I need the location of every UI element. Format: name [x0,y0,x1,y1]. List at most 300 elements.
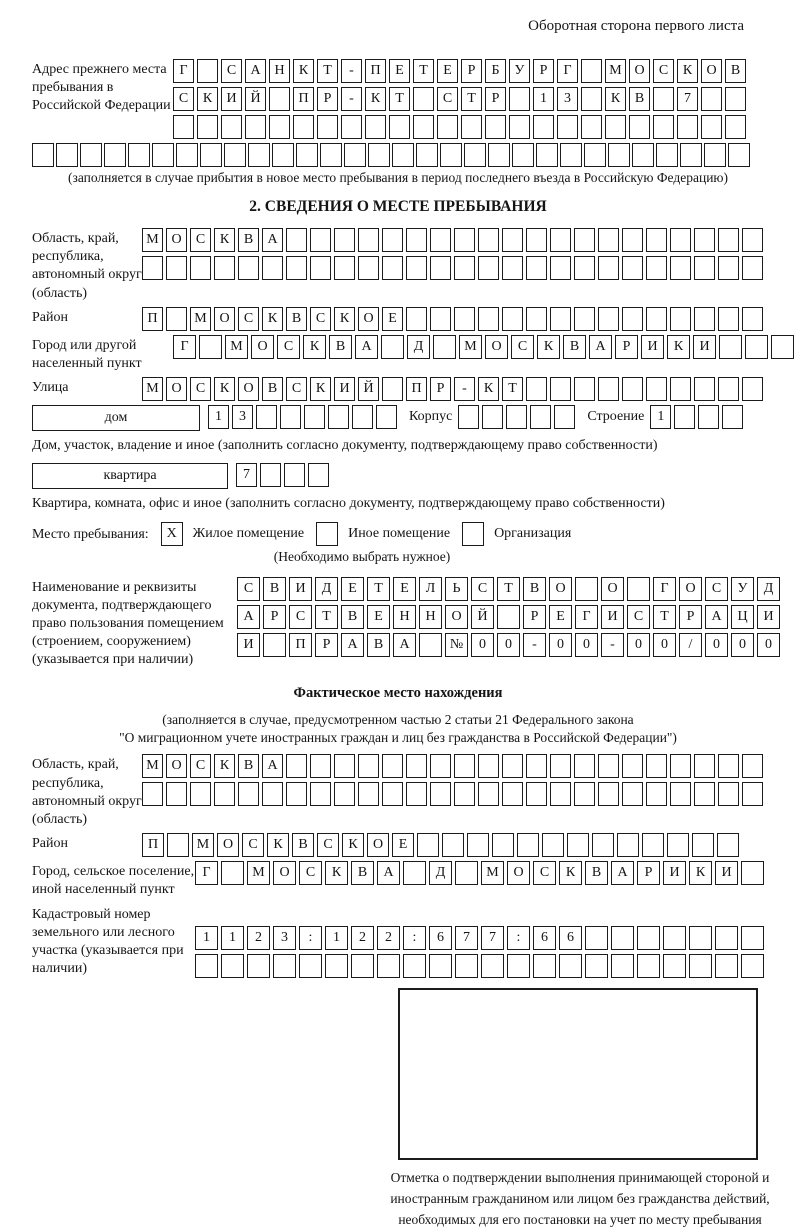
char-cell[interactable]: К [267,833,289,857]
char-cell[interactable] [701,87,722,111]
char-cell[interactable] [245,115,266,139]
char-cell[interactable]: М [459,335,482,359]
char-cell[interactable] [742,377,763,401]
char-cell[interactable] [481,954,504,978]
char-cell[interactable] [80,143,102,167]
char-cell[interactable] [238,782,259,806]
char-cell[interactable] [293,115,314,139]
char-cell[interactable]: Е [367,605,390,629]
char-cell[interactable]: К [342,833,364,857]
char-cell[interactable] [670,377,691,401]
char-cell[interactable] [382,377,403,401]
char-cell[interactable] [358,782,379,806]
char-cell[interactable] [622,754,643,778]
char-cell[interactable]: И [221,87,242,111]
char-cell[interactable]: А [262,754,283,778]
char-cell[interactable] [719,335,742,359]
char-cell[interactable] [542,833,564,857]
char-cell[interactable]: А [393,633,416,657]
char-cell[interactable] [286,256,307,280]
char-cell[interactable]: М [605,59,626,83]
char-cell[interactable]: С [437,87,458,111]
char-cell[interactable] [478,228,499,252]
char-cell[interactable] [646,228,667,252]
char-cell[interactable]: К [197,87,218,111]
char-cell[interactable] [622,377,643,401]
char-cell[interactable] [692,833,714,857]
char-cell[interactable] [581,115,602,139]
char-cell[interactable] [533,115,554,139]
char-cell[interactable] [221,115,242,139]
char-cell[interactable] [694,782,715,806]
char-cell[interactable]: Е [549,605,572,629]
char-cell[interactable]: А [377,861,400,885]
char-cell[interactable] [497,605,520,629]
char-cell[interactable] [530,405,551,429]
char-cell[interactable]: П [142,307,163,331]
char-cell[interactable] [611,926,634,950]
char-cell[interactable]: С [237,577,260,601]
char-cell[interactable]: О [485,335,508,359]
char-cell[interactable] [550,782,571,806]
char-cell[interactable] [694,228,715,252]
char-cell[interactable] [646,377,667,401]
char-cell[interactable] [502,307,523,331]
char-cell[interactable] [286,228,307,252]
char-cell[interactable] [575,577,598,601]
char-cell[interactable]: : [299,926,322,950]
checkbox-residential[interactable]: X [161,522,183,546]
char-cell[interactable]: Н [269,59,290,83]
char-cell[interactable] [502,754,523,778]
char-cell[interactable] [433,335,456,359]
char-cell[interactable] [667,833,689,857]
char-cell[interactable]: Р [430,377,451,401]
confirmation-stamp-box[interactable] [398,988,758,1160]
char-cell[interactable] [663,954,686,978]
char-cell[interactable] [392,143,414,167]
char-cell[interactable] [574,307,595,331]
char-cell[interactable] [670,256,691,280]
char-cell[interactable]: К [365,87,386,111]
char-cell[interactable]: П [293,87,314,111]
char-cell[interactable] [646,256,667,280]
char-cell[interactable]: К [214,754,235,778]
char-cell[interactable]: М [225,335,248,359]
char-cell[interactable]: П [289,633,312,657]
char-cell[interactable]: 0 [757,633,780,657]
char-cell[interactable] [680,143,702,167]
char-cell[interactable]: О [549,577,572,601]
char-cell[interactable]: В [563,335,586,359]
char-cell[interactable] [454,307,475,331]
char-cell[interactable] [417,833,439,857]
char-cell[interactable]: 2 [351,926,374,950]
char-cell[interactable] [334,228,355,252]
char-cell[interactable]: Д [429,861,452,885]
char-cell[interactable]: В [351,861,374,885]
char-cell[interactable] [221,861,244,885]
char-cell[interactable] [376,405,397,429]
char-cell[interactable] [299,954,322,978]
char-cell[interactable] [550,228,571,252]
char-cell[interactable] [406,307,427,331]
char-cell[interactable]: В [238,228,259,252]
char-cell[interactable]: М [142,228,163,252]
char-cell[interactable]: Д [407,335,430,359]
char-cell[interactable] [358,256,379,280]
char-cell[interactable]: К [303,335,326,359]
char-cell[interactable] [560,143,582,167]
char-cell[interactable] [646,307,667,331]
char-cell[interactable] [492,833,514,857]
char-cell[interactable] [627,577,650,601]
char-cell[interactable] [656,143,678,167]
char-cell[interactable]: К [325,861,348,885]
char-cell[interactable] [328,405,349,429]
char-cell[interactable] [629,115,650,139]
char-cell[interactable]: И [641,335,664,359]
char-cell[interactable]: О [629,59,650,83]
char-cell[interactable] [598,228,619,252]
char-cell[interactable] [728,143,750,167]
char-cell[interactable] [550,307,571,331]
char-cell[interactable] [334,782,355,806]
char-cell[interactable] [598,307,619,331]
char-cell[interactable]: М [142,754,163,778]
char-cell[interactable]: 3 [232,405,253,429]
char-cell[interactable] [622,307,643,331]
char-cell[interactable]: О [445,605,468,629]
char-cell[interactable] [718,377,739,401]
char-cell[interactable] [742,754,763,778]
char-cell[interactable]: 0 [549,633,572,657]
char-cell[interactable] [455,954,478,978]
char-cell[interactable]: О [367,833,389,857]
char-cell[interactable]: 1 [221,926,244,950]
char-cell[interactable] [284,463,305,487]
char-cell[interactable] [199,335,222,359]
char-cell[interactable]: К [689,861,712,885]
char-cell[interactable]: О [273,861,296,885]
char-cell[interactable] [742,782,763,806]
char-cell[interactable]: Г [653,577,676,601]
char-cell[interactable] [248,143,270,167]
char-cell[interactable]: К [559,861,582,885]
char-cell[interactable]: - [454,377,475,401]
char-cell[interactable] [368,143,390,167]
char-cell[interactable]: Г [575,605,598,629]
char-cell[interactable]: К [667,335,690,359]
char-cell[interactable]: - [341,87,362,111]
char-cell[interactable] [377,954,400,978]
char-cell[interactable]: 1 [195,926,218,950]
char-cell[interactable] [430,228,451,252]
char-cell[interactable]: 1 [208,405,229,429]
char-cell[interactable]: А [262,228,283,252]
char-cell[interactable] [718,307,739,331]
char-cell[interactable] [273,954,296,978]
char-cell[interactable]: № [445,633,468,657]
char-cell[interactable]: 2 [247,926,270,950]
char-cell[interactable]: 0 [471,633,494,657]
char-cell[interactable] [745,335,768,359]
char-cell[interactable] [310,754,331,778]
char-cell[interactable] [104,143,126,167]
char-cell[interactable]: Н [419,605,442,629]
char-cell[interactable] [698,405,719,429]
char-cell[interactable] [598,754,619,778]
char-cell[interactable]: Т [461,87,482,111]
char-cell[interactable]: С [627,605,650,629]
char-cell[interactable]: К [310,377,331,401]
char-cell[interactable]: 1 [533,87,554,111]
char-cell[interactable] [344,143,366,167]
char-cell[interactable]: 7 [481,926,504,950]
char-cell[interactable]: В [585,861,608,885]
char-cell[interactable] [725,115,746,139]
char-cell[interactable]: 0 [575,633,598,657]
char-cell[interactable] [581,87,602,111]
char-cell[interactable] [718,782,739,806]
char-cell[interactable] [419,633,442,657]
char-cell[interactable] [701,115,722,139]
char-cell[interactable] [430,307,451,331]
char-cell[interactable]: В [341,605,364,629]
char-cell[interactable] [413,115,434,139]
char-cell[interactable] [677,115,698,139]
char-cell[interactable]: Ц [731,605,754,629]
char-cell[interactable] [517,833,539,857]
char-cell[interactable] [718,228,739,252]
char-cell[interactable]: Р [523,605,546,629]
char-cell[interactable] [642,833,664,857]
char-cell[interactable]: К [262,307,283,331]
char-cell[interactable] [166,782,187,806]
char-cell[interactable]: К [334,307,355,331]
char-cell[interactable] [272,143,294,167]
char-cell[interactable] [440,143,462,167]
char-cell[interactable] [741,861,764,885]
char-cell[interactable] [526,782,547,806]
char-cell[interactable] [416,143,438,167]
char-cell[interactable]: М [190,307,211,331]
char-cell[interactable] [585,926,608,950]
char-cell[interactable] [310,782,331,806]
char-cell[interactable]: А [589,335,612,359]
char-cell[interactable] [689,954,712,978]
char-cell[interactable] [632,143,654,167]
char-cell[interactable]: Б [485,59,506,83]
char-cell[interactable] [715,926,738,950]
char-cell[interactable] [512,143,534,167]
char-cell[interactable]: Г [173,335,196,359]
char-cell[interactable] [674,405,695,429]
char-cell[interactable] [574,256,595,280]
char-cell[interactable] [403,861,426,885]
char-cell[interactable] [567,833,589,857]
char-cell[interactable] [454,228,475,252]
char-cell[interactable] [310,256,331,280]
char-cell[interactable] [286,782,307,806]
char-cell[interactable]: Р [485,87,506,111]
char-cell[interactable] [224,143,246,167]
char-cell[interactable] [173,115,194,139]
char-cell[interactable]: В [523,577,546,601]
char-cell[interactable]: У [509,59,530,83]
char-cell[interactable] [406,782,427,806]
char-cell[interactable]: Т [497,577,520,601]
char-cell[interactable] [262,782,283,806]
char-cell[interactable] [176,143,198,167]
char-cell[interactable] [430,754,451,778]
char-cell[interactable]: Т [317,59,338,83]
char-cell[interactable]: П [406,377,427,401]
char-cell[interactable] [269,115,290,139]
char-cell[interactable] [592,833,614,857]
char-cell[interactable]: И [237,633,260,657]
char-cell[interactable]: В [286,307,307,331]
char-cell[interactable]: Е [437,59,458,83]
char-cell[interactable]: С [277,335,300,359]
char-cell[interactable] [574,782,595,806]
char-cell[interactable] [128,143,150,167]
char-cell[interactable]: В [725,59,746,83]
char-cell[interactable]: 6 [559,926,582,950]
char-cell[interactable] [325,954,348,978]
char-cell[interactable] [454,782,475,806]
char-cell[interactable] [718,256,739,280]
char-cell[interactable]: Л [419,577,442,601]
char-cell[interactable] [478,782,499,806]
char-cell[interactable]: О [601,577,624,601]
char-cell[interactable]: И [715,861,738,885]
char-cell[interactable]: Ь [445,577,468,601]
char-cell[interactable] [403,954,426,978]
char-cell[interactable]: А [237,605,260,629]
char-cell[interactable] [598,377,619,401]
char-cell[interactable] [598,782,619,806]
char-cell[interactable] [704,143,726,167]
char-cell[interactable] [637,926,660,950]
char-cell[interactable] [197,115,218,139]
char-cell[interactable] [526,256,547,280]
char-cell[interactable]: В [629,87,650,111]
char-cell[interactable]: С [511,335,534,359]
char-cell[interactable]: 0 [627,633,650,657]
char-cell[interactable] [526,307,547,331]
char-cell[interactable] [260,463,281,487]
char-cell[interactable]: С [299,861,322,885]
char-cell[interactable]: 0 [497,633,520,657]
char-cell[interactable] [502,228,523,252]
char-cell[interactable] [166,307,187,331]
char-cell[interactable] [341,115,362,139]
char-cell[interactable] [694,377,715,401]
char-cell[interactable] [585,954,608,978]
char-cell[interactable] [689,926,712,950]
char-cell[interactable]: С [173,87,194,111]
char-cell[interactable]: Д [757,577,780,601]
char-cell[interactable] [406,228,427,252]
char-cell[interactable]: 0 [653,633,676,657]
char-cell[interactable] [559,954,582,978]
char-cell[interactable]: С [289,605,312,629]
char-cell[interactable]: О [251,335,274,359]
char-cell[interactable] [32,143,54,167]
char-cell[interactable]: Е [382,307,403,331]
char-cell[interactable] [166,256,187,280]
char-cell[interactable] [694,754,715,778]
char-cell[interactable]: Р [615,335,638,359]
char-cell[interactable]: Р [317,87,338,111]
char-cell[interactable] [715,954,738,978]
char-cell[interactable]: - [523,633,546,657]
char-cell[interactable] [358,754,379,778]
char-cell[interactable]: Р [637,861,660,885]
char-cell[interactable]: - [341,59,362,83]
char-cell[interactable]: Д [315,577,338,601]
char-cell[interactable]: / [679,633,702,657]
char-cell[interactable] [478,256,499,280]
char-cell[interactable] [725,87,746,111]
char-cell[interactable] [526,754,547,778]
char-cell[interactable]: А [245,59,266,83]
char-cell[interactable]: 7 [677,87,698,111]
char-cell[interactable] [365,115,386,139]
char-cell[interactable] [263,633,286,657]
char-cell[interactable] [502,256,523,280]
char-cell[interactable]: С [190,228,211,252]
char-cell[interactable] [581,59,602,83]
char-cell[interactable] [670,228,691,252]
char-cell[interactable]: 7 [455,926,478,950]
char-cell[interactable] [533,954,556,978]
checkbox-organization[interactable] [462,522,484,546]
char-cell[interactable]: А [341,633,364,657]
char-cell[interactable] [310,228,331,252]
char-cell[interactable] [142,782,163,806]
char-cell[interactable] [717,833,739,857]
char-cell[interactable]: Т [413,59,434,83]
char-cell[interactable] [464,143,486,167]
char-cell[interactable] [482,405,503,429]
char-cell[interactable] [442,833,464,857]
char-cell[interactable]: С [653,59,674,83]
char-cell[interactable] [771,335,794,359]
char-cell[interactable]: 7 [236,463,257,487]
char-cell[interactable] [351,954,374,978]
char-cell[interactable]: 0 [731,633,754,657]
char-cell[interactable] [454,754,475,778]
char-cell[interactable] [317,115,338,139]
char-cell[interactable]: В [367,633,390,657]
char-cell[interactable]: С [190,754,211,778]
char-cell[interactable] [574,228,595,252]
char-cell[interactable] [478,754,499,778]
char-cell[interactable] [536,143,558,167]
char-cell[interactable] [382,754,403,778]
char-cell[interactable] [646,754,667,778]
char-cell[interactable]: Й [358,377,379,401]
char-cell[interactable]: 6 [429,926,452,950]
char-cell[interactable] [190,256,211,280]
char-cell[interactable]: 3 [273,926,296,950]
char-cell[interactable] [256,405,277,429]
char-cell[interactable] [646,782,667,806]
char-cell[interactable] [389,115,410,139]
char-cell[interactable] [694,256,715,280]
